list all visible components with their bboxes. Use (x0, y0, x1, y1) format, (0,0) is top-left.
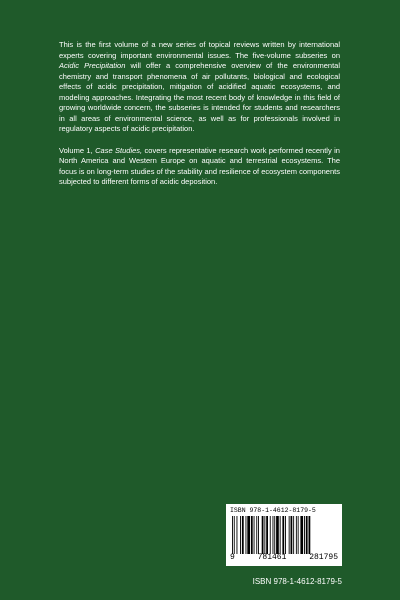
paragraph-2-italic-title: Case Studies, (95, 145, 143, 155)
barcode-bar (262, 516, 264, 554)
barcode-bar (285, 516, 286, 554)
barcode-bar (234, 516, 235, 554)
barcode-bar (247, 516, 250, 554)
barcode-bar (300, 516, 303, 554)
barcode-bar (296, 516, 297, 554)
barcode-isbn-label: ISBN 978-1-4612-8179-5 (230, 507, 316, 514)
barcode-bar (240, 516, 241, 554)
barcode-bar (246, 516, 247, 554)
barcode-bar (264, 516, 265, 554)
barcode-digit-group-2: 281795 (309, 553, 338, 562)
barcode-bar (251, 516, 253, 554)
barcode-bar (266, 516, 268, 554)
barcode-bar (280, 516, 281, 554)
barcode-bar (276, 516, 279, 554)
barcode-bar (289, 516, 290, 554)
barcode-digit-group-1: 781461 (257, 553, 287, 562)
paragraph-1-text-end: will offer a comprehensive overview of the environmental chemistry and transport phenomena of air pollutants, biological and ecological effects of acidic precipitation, mitigation of acidified aquatic ecosystems, and modeling approaches. Integrating the most recent body of knowledge in this field of growing worldwide concern, the subseries is intended for students and researchers in all areas of environmental science, as well as for professionals involved in regulatory aspects of acidic precipitation. (59, 61, 340, 133)
barcode-bar (242, 516, 244, 554)
barcode-bar (298, 516, 299, 554)
barcode-bar (232, 516, 233, 554)
barcode-bar (273, 516, 274, 554)
description-paragraph-1 (59, 40, 340, 135)
paragraph-1-text-start: This is the first volume of a new series of topical reviews written by international experts covering important environmental issues. The five-volume subseries on (59, 40, 340, 60)
barcode-bar (293, 516, 294, 554)
paragraph-2-text-start: Volume 1, (59, 145, 96, 155)
barcode-bar (274, 516, 275, 554)
barcode-bar (309, 516, 311, 554)
barcode-bar (270, 516, 271, 554)
description-text (59, 40, 340, 199)
barcode-bar (254, 516, 255, 554)
barcode-bar (291, 516, 293, 554)
barcode-digits (230, 553, 338, 562)
barcode-bar (304, 516, 305, 554)
isbn-footer: ISBN 978-1-4612-8179-5 (252, 577, 342, 586)
barcode-label (226, 504, 342, 566)
barcode-bar (237, 516, 238, 554)
barcode-bar (258, 516, 259, 554)
paragraph-1-italic-title: Acidic Precipitation (59, 61, 126, 70)
barcode-digit-first: 9 (230, 553, 235, 562)
paragraph-2-text-end: covers representative research work performed recently in North America and Western Europe on aquatic and terrestrial ecosystems. The focus is on long-term studies of the stability and resilience of ecosystem components subjected to different forms of acidic deposition. (59, 145, 340, 186)
barcode-bar (256, 516, 257, 554)
barcode-bar (282, 516, 284, 554)
description-paragraph-2 (59, 146, 340, 188)
barcode-bars (230, 516, 338, 554)
barcode-bar (306, 516, 308, 554)
